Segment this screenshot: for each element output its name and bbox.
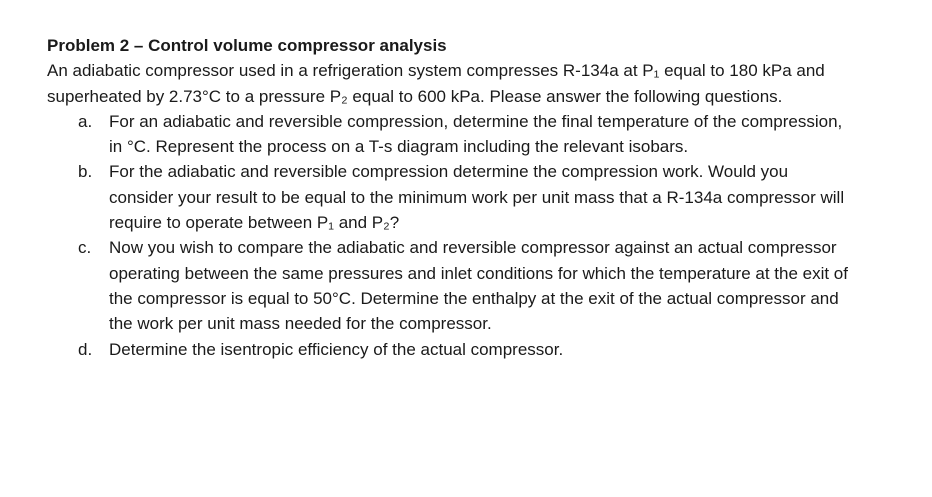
- question-list: [47, 109, 877, 362]
- problem-intro: An adiabatic compressor used in a refrigeration system compresses R-134a at P₁ equal to 180 kPa and superheated by 2.73°C to a pressure P₂ equal to 600 kPa. Please answer the following questions.: [47, 61, 825, 106]
- question-marker: a.: [78, 111, 93, 131]
- problem-title: Problem 2 – Control volume compressor analysis: [47, 36, 447, 55]
- question-text: For the adiabatic and reversible compression determine the compression work. Would you consider your result to be equal to the minimum work per unit mass that a R-134a compressor will require to operate between P₁ and P₂?: [109, 162, 845, 233]
- question-item-d: [47, 337, 877, 362]
- question-text: For an adiabatic and reversible compression, determine the final temperature of the compression, in °C. Represent the process on a T-s diagram including the relevant isobars.: [109, 111, 843, 157]
- question-marker: b.: [78, 162, 93, 182]
- question-marker: d.: [78, 339, 93, 359]
- question-text: Now you wish to compare the adiabatic and reversible compressor against an actual compressor operating between the same pressures and inlet conditions for which the temperature at the exit of the compressor is equal to 50°C. Determine the enthalpy at the exit of the actual compressor and the work per unit mass needed for the compressor.: [109, 238, 848, 334]
- problem-document: [47, 33, 877, 362]
- question-marker: c.: [78, 238, 92, 258]
- question-item-b: [47, 159, 877, 235]
- question-text: Determine the isentropic efficiency of the actual compressor.: [109, 339, 564, 359]
- question-item-c: [47, 235, 877, 336]
- question-item-a: [47, 109, 877, 160]
